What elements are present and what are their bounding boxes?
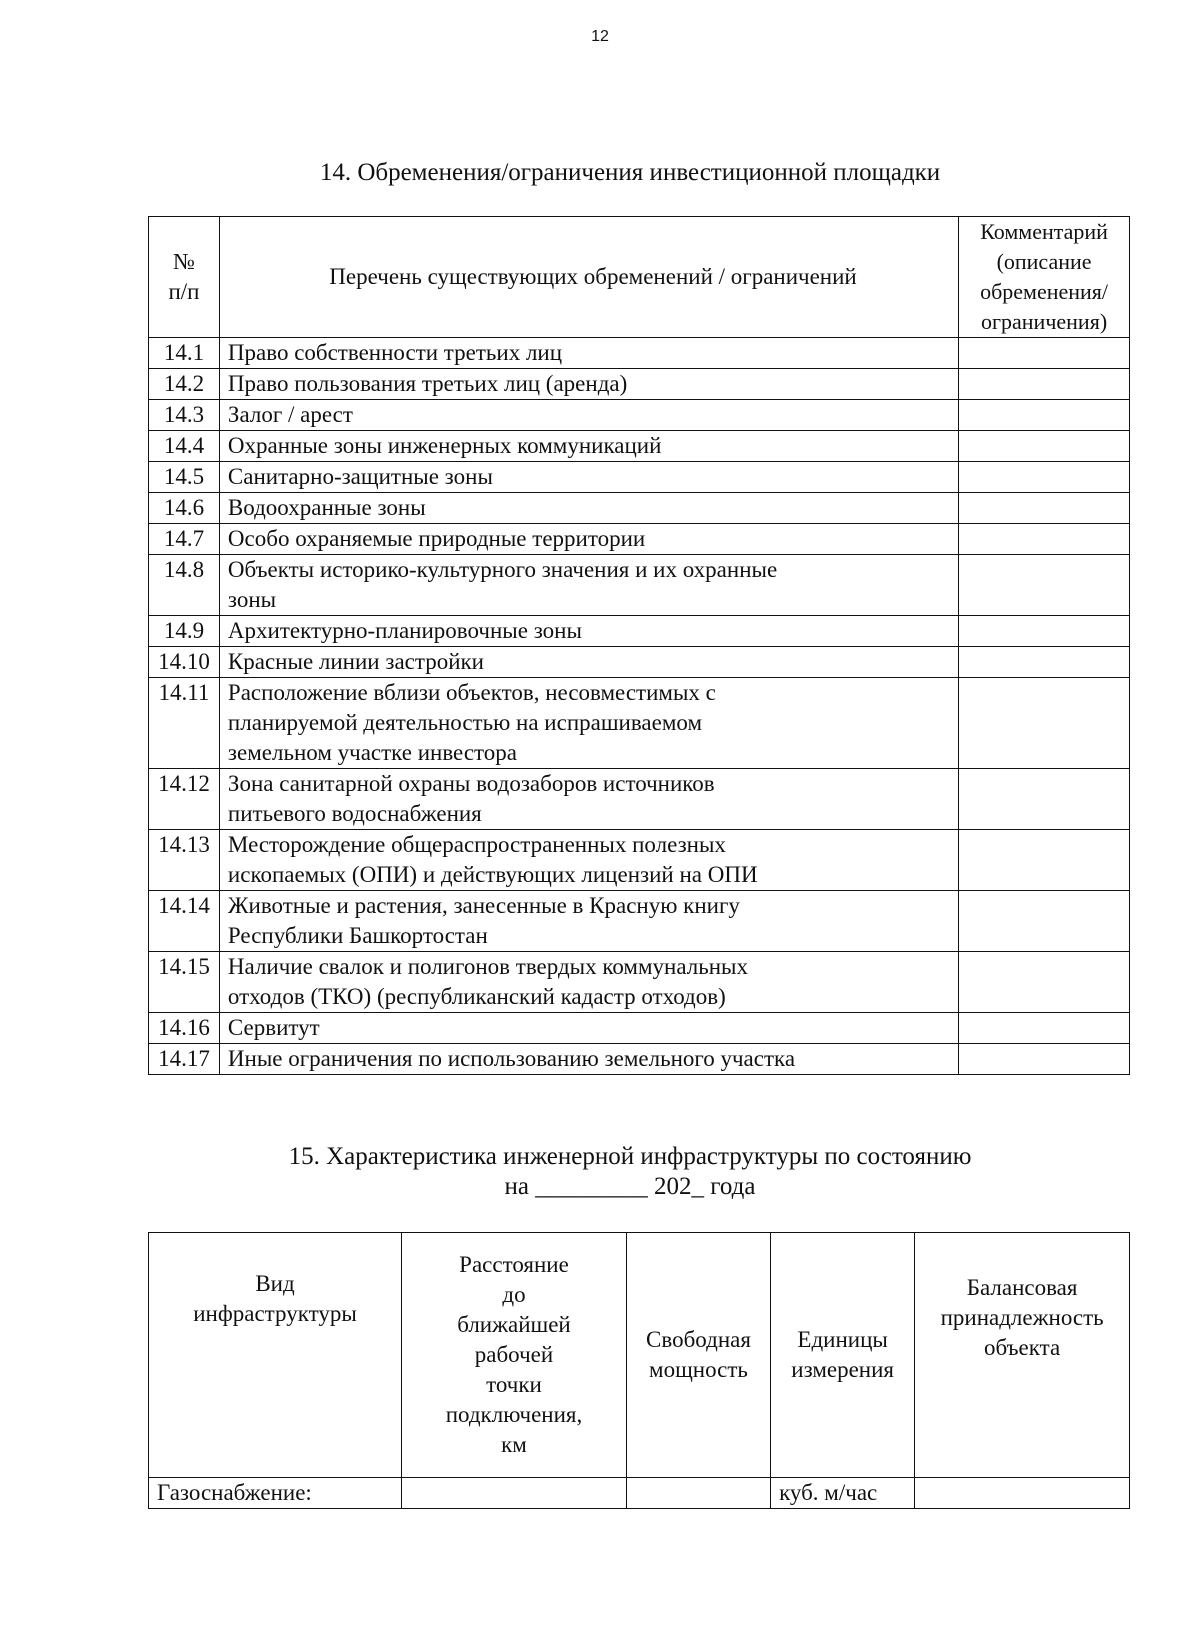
table-header-row <box>149 217 1130 338</box>
header-capacity: Свободная мощность <box>626 1233 770 1478</box>
row-comment-cell[interactable] <box>959 1013 1130 1044</box>
table-row <box>149 952 1130 1013</box>
row-comment-cell[interactable] <box>959 891 1130 952</box>
table-row <box>149 616 1130 647</box>
row-description: Иные ограничения по использованию земельного участка <box>219 1044 958 1075</box>
table-row <box>149 369 1130 400</box>
row-number: 14.16 <box>149 1013 220 1044</box>
row-description: Залог / арест <box>219 400 958 431</box>
table-row <box>149 1044 1130 1075</box>
row-description: Месторождение общераспространенных полезных ископаемых (ОПИ) и действующих лицензий на ОПИ <box>219 830 958 891</box>
header-ownership: Балансовая принадлежность объекта <box>915 1233 1130 1478</box>
row-comment-cell[interactable] <box>959 830 1130 891</box>
table-row <box>149 431 1130 462</box>
row-comment-cell[interactable] <box>959 400 1130 431</box>
table-header-row <box>149 1233 1130 1478</box>
row-comment-cell[interactable] <box>959 616 1130 647</box>
infrastructure-type-cell: Газоснабжение: <box>149 1478 402 1509</box>
header-num: № п/п <box>149 217 220 338</box>
row-number: 14.17 <box>149 1044 220 1075</box>
page-number: 12 <box>591 28 609 45</box>
row-number: 14.2 <box>149 369 220 400</box>
row-number: 14.12 <box>149 769 220 830</box>
header-infrastructure-type: Вид инфраструктуры <box>149 1233 402 1478</box>
row-number: 14.10 <box>149 647 220 678</box>
row-comment-cell[interactable] <box>959 678 1130 769</box>
table-row <box>149 1478 1130 1509</box>
units-cell: куб. м/час <box>771 1478 915 1509</box>
row-comment-cell[interactable] <box>959 338 1130 369</box>
table-row <box>149 678 1130 769</box>
row-number: 14.5 <box>149 462 220 493</box>
section-15-title-line1: 15. Характеристика инженерной инфраструктуры по состоянию <box>288 1143 972 1170</box>
row-comment-cell[interactable] <box>959 431 1130 462</box>
row-description: Санитарно-защитные зоны <box>219 462 958 493</box>
section-15-title-line2: на _________ 202_ года <box>504 1173 756 1200</box>
row-number: 14.9 <box>149 616 220 647</box>
row-description: Сервитут <box>219 1013 958 1044</box>
row-description: Право собственности третьих лиц <box>219 338 958 369</box>
row-comment-cell[interactable] <box>959 524 1130 555</box>
table-row <box>149 524 1130 555</box>
row-comment-cell[interactable] <box>959 769 1130 830</box>
row-description: Зона санитарной охраны водозаборов источников питьевого водоснабжения <box>219 769 958 830</box>
row-comment-cell[interactable] <box>959 369 1130 400</box>
row-number: 14.15 <box>149 952 220 1013</box>
section-14-title: 14. Обременения/ограничения инвестиционной площадки <box>319 159 941 186</box>
row-number: 14.14 <box>149 891 220 952</box>
table-row <box>149 462 1130 493</box>
row-number: 14.3 <box>149 400 220 431</box>
row-description: Охранные зоны инженерных коммуникаций <box>219 431 958 462</box>
table-row <box>149 1013 1130 1044</box>
row-number: 14.4 <box>149 431 220 462</box>
row-description: Наличие свалок и полигонов твердых коммунальных отходов (ТКО) (республиканский кадастр отходов) <box>219 952 958 1013</box>
table-row <box>149 769 1130 830</box>
row-number: 14.6 <box>149 493 220 524</box>
distance-cell[interactable] <box>402 1478 627 1509</box>
row-description: Красные линии застройки <box>219 647 958 678</box>
table-row <box>149 400 1130 431</box>
section-15-title <box>130 1142 1130 1202</box>
encumbrances-table <box>148 216 1130 1075</box>
table-row <box>149 891 1130 952</box>
row-comment-cell[interactable] <box>959 647 1130 678</box>
row-comment-cell[interactable] <box>959 555 1130 616</box>
table-row <box>149 493 1130 524</box>
row-comment-cell[interactable] <box>959 1044 1130 1075</box>
row-number: 14.8 <box>149 555 220 616</box>
row-description: Особо охраняемые природные территории <box>219 524 958 555</box>
row-description: Водоохранные зоны <box>219 493 958 524</box>
row-description: Расположение вблизи объектов, несовместимых с планируемой деятельностью на испрашиваемом земельном участке инвестора <box>219 678 958 769</box>
row-description: Животные и растения, занесенные в Красную книгу Республики Башкортостан <box>219 891 958 952</box>
table-row <box>149 830 1130 891</box>
row-description: Архитектурно-планировочные зоны <box>219 616 958 647</box>
row-number: 14.7 <box>149 524 220 555</box>
capacity-cell[interactable] <box>626 1478 770 1509</box>
header-list: Перечень существующих обременений / ограничений <box>219 217 958 338</box>
row-number: 14.11 <box>149 678 220 769</box>
row-description: Объекты историко-культурного значения и их охранные зоны <box>219 555 958 616</box>
row-comment-cell[interactable] <box>959 952 1130 1013</box>
table-row <box>149 555 1130 616</box>
row-number: 14.1 <box>149 338 220 369</box>
header-units: Единицы измерения <box>771 1233 915 1478</box>
header-comment: Комментарий (описание обременения/ ограничения) <box>959 217 1130 338</box>
row-comment-cell[interactable] <box>959 493 1130 524</box>
row-description: Право пользования третьих лиц (аренда) <box>219 369 958 400</box>
table-row <box>149 647 1130 678</box>
ownership-cell[interactable] <box>915 1478 1130 1509</box>
table-row <box>149 338 1130 369</box>
row-number: 14.13 <box>149 830 220 891</box>
row-comment-cell[interactable] <box>959 462 1130 493</box>
infrastructure-table <box>148 1232 1130 1509</box>
header-distance: Расстояние до ближайшей рабочей точки подключения, км <box>402 1233 627 1478</box>
